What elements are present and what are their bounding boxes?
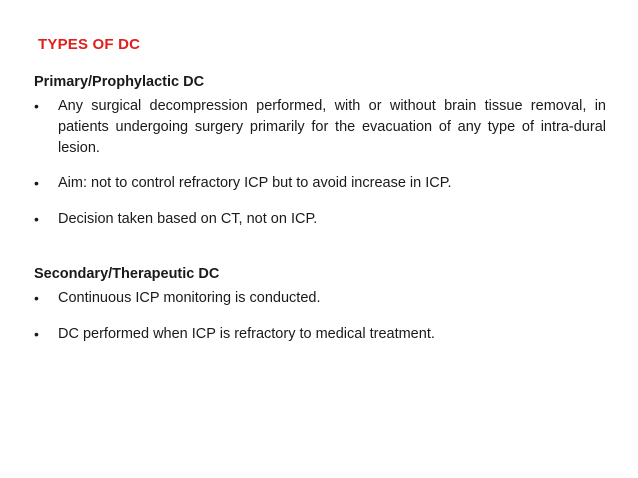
secondary-bullet-list: [34, 288, 606, 345]
bullet-icon: •: [34, 175, 39, 191]
primary-section: [34, 72, 606, 245]
bullet-icon: •: [34, 326, 39, 342]
bullet-icon: •: [34, 211, 39, 227]
slide-title: TYPES OF DC: [38, 36, 141, 53]
bullet-text: Continuous ICP monitoring is conducted.: [58, 290, 321, 306]
list-item: [34, 324, 606, 345]
bullet-text: Any surgical decompression performed, with or without brain tissue removal, in patients undergoing surgery primarily for the evacuation of any type of intra-dural lesion.: [58, 98, 606, 156]
bullet-icon: •: [34, 290, 39, 306]
primary-bullet-list: [34, 96, 606, 230]
list-item: [34, 209, 606, 230]
secondary-section: [34, 264, 606, 360]
secondary-heading: Secondary/Therapeutic DC: [34, 266, 220, 282]
list-item: [34, 173, 606, 194]
list-item: [34, 96, 606, 159]
bullet-text: Decision taken based on CT, not on ICP.: [58, 211, 318, 227]
list-item: [34, 288, 606, 309]
bullet-text: Aim: not to control refractory ICP but to avoid increase in ICP.: [58, 175, 452, 191]
bullet-text: DC performed when ICP is refractory to medical treatment.: [58, 326, 435, 342]
primary-heading: Primary/Prophylactic DC: [34, 74, 205, 90]
bullet-icon: •: [34, 98, 39, 114]
